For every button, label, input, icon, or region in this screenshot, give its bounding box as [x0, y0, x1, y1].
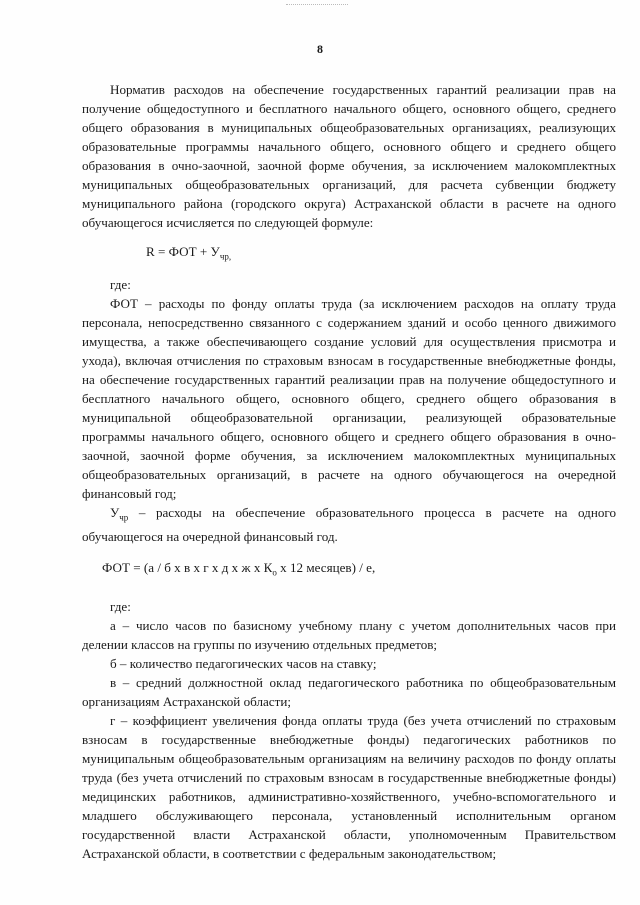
scan-artifact [286, 4, 348, 7]
page-number: 8 [317, 42, 323, 56]
where-label-2: где: [110, 598, 131, 614]
formula-fot-sub: о [272, 567, 277, 578]
formula-r-sub: чр, [219, 251, 232, 262]
where-label-1: где: [110, 276, 131, 292]
formula-fot [82, 558, 616, 583]
definition-a: а – число часов по базисному учебному плану с учетом дополнительных часов при делении классов на группы по изучению отдельных предметов; [82, 617, 616, 652]
formula-fot-post: х 12 месяцев) / е, [276, 560, 376, 576]
formula-r [82, 242, 616, 267]
uchr-subscript: чр [119, 512, 129, 523]
document-body [82, 80, 616, 863]
uchr-symbol: У [110, 504, 120, 520]
formula-r-main: R = ФОТ + У [146, 244, 220, 259]
definition-g: г – коэффициент увеличения фонда оплаты труда (без учета отчислений по страховым взносам в государственные внебюджетные фонды) педагогических работников по муниципальным общеобразовательным организациям на величину расходов по фонду оплаты труда (без учета отчислений по страховым взносам в государственные внебюджетные фонды) медицинских работников, административно-хозяйственного, учебно-вспомогательного и младшего обслуживающего персонала, установленный исполнительным органом государственной власти Астраханской области, уполномоченным Правительством Астраханской области, в соответствии с федеральным законодательством; [82, 712, 616, 861]
definition-v: в – средний должностной оклад педагогического работника по общеобразовательным организациям Астраханской области; [82, 674, 616, 709]
uchr-definition [82, 503, 616, 547]
intro-paragraph: Норматив расходов на обеспечение государственных гарантий реализации прав на получение общедоступного и бесплатного начального общего, основного общего, среднего общего образования в муниципальных общеобразовательных организациях, реализующих образовательные программы начального общего, основного общего и среднего общего образования в очно-заочной, заочной форме обучения, за исключением малокомплектных муниципальных общеобразовательных организаций, для расчета субвенции бюджету муниципального района (городского округа) Астраханской области в расчете на одного обучающегося исчисляется по следующей формуле: [82, 82, 616, 230]
formula-fot-pre: ФОТ = (а / б х в х г х д х ж х К [102, 560, 273, 576]
fot-definition: ФОТ – расходы по фонду оплаты труда (за исключением расходов на оплату труда персонала, непосредственно связанного с содержанием зданий и особо ценного движимого имущества, а также обеспечивающего создание условий для осуществления присмотра и ухода), включая отчисления по страховым взносам в государственные внебюджетные фонды, на обеспечение государственных гарантий реализации прав на получение общедоступного и бесплатного начального общего, основного общего, среднего общего образования в муниципальной общеобразовательной организации, реализующей образовательные программы начального общего, основного общего и среднего общего образования в очно-заочной, заочной форме обучения, за исключением малокомплектных муниципальных общеобразовательных организаций, в расчете на одного обучающегося на очередной финансовый год; [82, 295, 616, 501]
definition-b: б – количество педагогических часов на ставку; [110, 655, 377, 671]
uchr-text: – расходы на обеспечение образовательного процесса в расчете на одного обучающегося на очередной финансовый год. [82, 504, 616, 545]
